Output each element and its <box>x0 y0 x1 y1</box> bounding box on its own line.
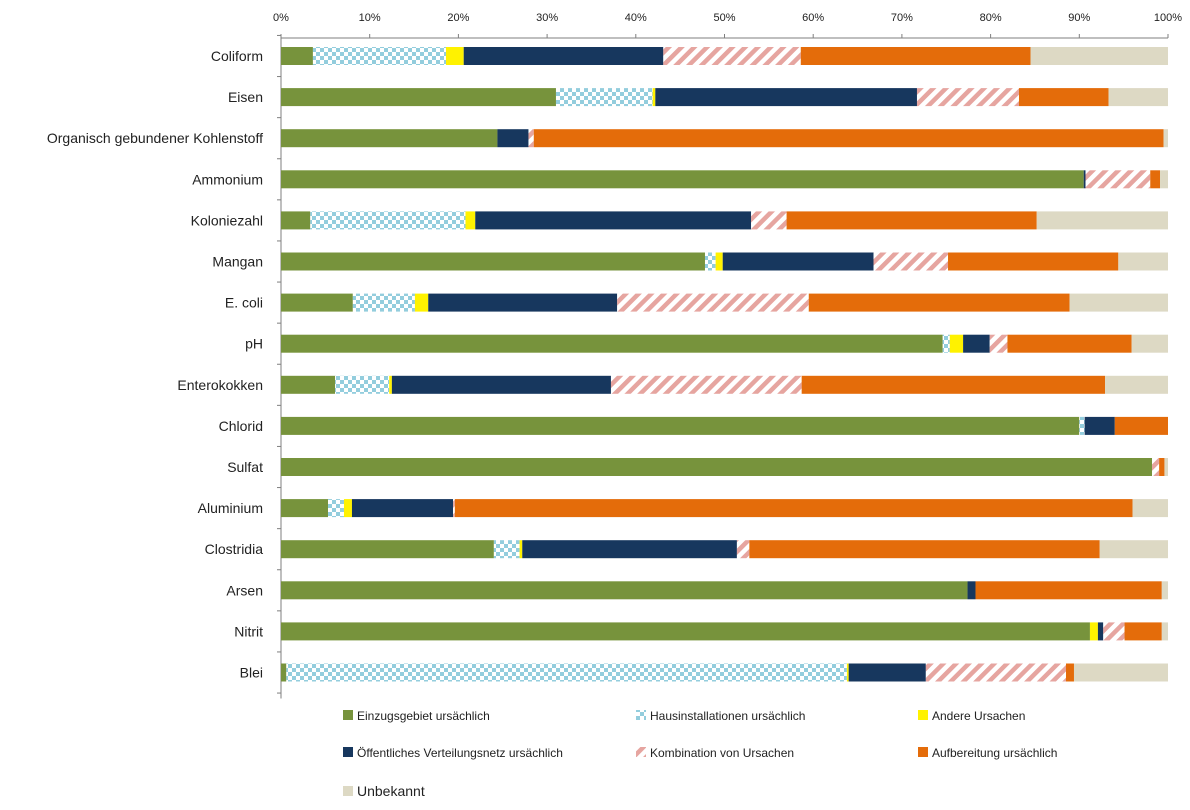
bar-segment-unbekannt <box>1105 376 1168 394</box>
bar-segment-unbekannt <box>1133 499 1168 517</box>
x-tick-label: 70% <box>890 12 913 24</box>
bar-segment-unbekannt <box>1162 581 1168 599</box>
legend-item-unbekannt <box>343 783 425 799</box>
bar-segment-aufbereitung-ursächlich <box>1066 664 1074 682</box>
category-label: Mangan <box>212 253 263 270</box>
bar-segment-hausinstallationen-ursächlich <box>310 211 465 229</box>
bar-segment-einzugsgebiet-ursächlich <box>281 211 310 229</box>
bar-segment-unbekannt <box>1132 335 1168 353</box>
category-label: Ammonium <box>192 171 263 188</box>
bar-segment-öffentliches-verteilungsnetz-ursächlich <box>475 211 751 229</box>
bar-row-mangan <box>281 253 1168 271</box>
bar-segment-kombination-von-ursachen <box>453 499 455 517</box>
bar-row-enterokokken <box>281 376 1168 394</box>
bar-segment-öffentliches-verteilungsnetz-ursächlich <box>428 294 617 312</box>
bar-segment-aufbereitung-ursächlich <box>1125 622 1162 640</box>
legend-swatch <box>636 747 646 757</box>
x-tick-label: 60% <box>802 12 825 24</box>
bar-segment-aufbereitung-ursächlich <box>1019 88 1109 106</box>
legend <box>343 709 1057 799</box>
bar-segment-hausinstallationen-ursächlich <box>943 335 950 353</box>
category-label: Coliform <box>210 48 263 64</box>
legend-item-aufbereitung-ursächlich <box>918 746 1057 760</box>
bar-segment-hausinstallationen-ursächlich <box>556 88 653 106</box>
category-label: Koloniezahl <box>190 212 263 229</box>
x-tick-label: 50% <box>713 12 736 24</box>
bar-segment-hausinstallationen-ursächlich <box>1079 417 1084 435</box>
bar-segment-andere-ursachen <box>344 499 352 517</box>
bar-segment-aufbereitung-ursächlich <box>534 129 1164 147</box>
bar-segment-andere-ursachen <box>446 47 464 65</box>
bar-segment-andere-ursachen <box>653 88 656 106</box>
category-label: Enterokokken <box>177 376 263 393</box>
bar-segment-einzugsgebiet-ursächlich <box>281 129 497 147</box>
legend-swatch <box>918 710 928 720</box>
bar-segment-kombination-von-ursachen <box>990 335 1008 353</box>
bar-row-ph <box>281 335 1168 353</box>
bar-segment-kombination-von-ursachen <box>874 253 949 271</box>
bar-segment-andere-ursachen <box>520 540 523 558</box>
x-tick-label: 10% <box>358 12 381 24</box>
bar-row-aluminium <box>281 499 1168 517</box>
bar-row-blei <box>281 664 1168 682</box>
bar-segment-aufbereitung-ursächlich <box>801 47 1031 65</box>
bar-segment-aufbereitung-ursächlich <box>1159 458 1164 476</box>
bar-segment-öffentliches-verteilungsnetz-ursächlich <box>968 581 976 599</box>
bar-row-koloniezahl <box>281 211 1168 229</box>
bar-segment-öffentliches-verteilungsnetz-ursächlich <box>1084 170 1086 188</box>
bar-segment-unbekannt <box>1162 622 1168 640</box>
legend-item-einzugsgebiet-ursächlich <box>343 709 490 723</box>
bar-segment-unbekannt <box>1164 458 1168 476</box>
category-label: Organisch gebundener Kohlenstoff <box>46 130 263 147</box>
bar-segment-einzugsgebiet-ursächlich <box>281 622 1090 640</box>
bar-segment-aufbereitung-ursächlich <box>976 581 1162 599</box>
bar-segment-einzugsgebiet-ursächlich <box>281 458 1152 476</box>
legend-label: Einzugsgebiet ursächlich <box>357 709 490 723</box>
bar-row-sulfat <box>281 458 1168 476</box>
bar-segment-öffentliches-verteilungsnetz-ursächlich <box>655 88 917 106</box>
legend-label: Hausinstallationen ursächlich <box>650 709 806 723</box>
category-label: Chlorid <box>218 417 263 434</box>
bar-segment-einzugsgebiet-ursächlich <box>281 581 968 599</box>
x-tick-label: 20% <box>447 12 470 24</box>
bar-segment-kombination-von-ursachen <box>663 47 800 65</box>
bar-segment-öffentliches-verteilungsnetz-ursächlich <box>849 664 926 682</box>
bar-segment-aufbereitung-ursächlich <box>809 294 1070 312</box>
bar-segment-andere-ursachen <box>950 335 963 353</box>
category-label: Nitrit <box>234 623 263 640</box>
bar-segment-hausinstallationen-ursächlich <box>494 540 520 558</box>
x-tick-label: 100% <box>1153 12 1183 24</box>
legend-swatch <box>636 710 646 720</box>
bar-segment-kombination-von-ursachen <box>917 88 1019 106</box>
bar-segment-einzugsgebiet-ursächlich <box>281 170 1084 188</box>
bar-row-clostridia <box>281 540 1168 558</box>
x-tick-label: 30% <box>536 12 559 24</box>
legend-label: Aufbereitung ursächlich <box>932 746 1058 760</box>
bar-row-e-coli <box>281 294 1168 312</box>
bar-segment-aufbereitung-ursächlich <box>787 211 1037 229</box>
bar-segment-unbekannt <box>1037 211 1168 229</box>
bar-segment-kombination-von-ursachen <box>926 664 1066 682</box>
bar-segment-öffentliches-verteilungsnetz-ursächlich <box>464 47 664 65</box>
legend-label: Öffentliches Verteilungsnetz ursächlich <box>357 746 563 760</box>
category-label: Eisen <box>227 89 263 106</box>
x-tick-label: 90% <box>1068 12 1091 24</box>
bar-segment-einzugsgebiet-ursächlich <box>281 47 313 65</box>
bar-segment-aufbereitung-ursächlich <box>948 253 1118 271</box>
bar-row-coliform <box>281 47 1168 65</box>
bar-segment-einzugsgebiet-ursächlich <box>281 294 353 312</box>
legend-swatch <box>918 747 928 757</box>
bar-segment-aufbereitung-ursächlich <box>1007 335 1131 353</box>
bar-segment-öffentliches-verteilungsnetz-ursächlich <box>352 499 453 517</box>
bar-segment-einzugsgebiet-ursächlich <box>281 499 328 517</box>
bar-segment-unbekannt <box>1100 540 1168 558</box>
bar-segment-andere-ursachen <box>465 211 475 229</box>
bar-segment-hausinstallationen-ursächlich <box>313 47 446 65</box>
legend-swatch <box>343 786 353 796</box>
bar-segment-aufbereitung-ursächlich <box>1115 417 1168 435</box>
category-label: E. coli <box>224 294 263 311</box>
bar-segment-kombination-von-ursachen <box>1103 622 1124 640</box>
bar-segment-einzugsgebiet-ursächlich <box>281 540 494 558</box>
bar-segment-öffentliches-verteilungsnetz-ursächlich <box>1085 417 1115 435</box>
bar-row-arsen <box>281 581 1168 599</box>
legend-label: Unbekannt <box>357 783 425 799</box>
bar-segment-einzugsgebiet-ursächlich <box>281 664 286 682</box>
bar-segment-kombination-von-ursachen <box>611 376 802 394</box>
bar-segment-aufbereitung-ursächlich <box>749 540 1099 558</box>
bar-segment-hausinstallationen-ursächlich <box>335 376 389 394</box>
bar-segment-kombination-von-ursachen <box>751 211 786 229</box>
category-label: Sulfat <box>227 459 263 475</box>
bar-segment-kombination-von-ursachen <box>1152 458 1159 476</box>
category-label: Blei <box>239 664 263 681</box>
bar-segment-unbekannt <box>1160 170 1168 188</box>
bar-segment-hausinstallationen-ursächlich <box>705 253 716 271</box>
bar-segment-unbekannt <box>1164 129 1168 147</box>
legend-item-andere-ursachen <box>918 709 1025 723</box>
bar-segment-öffentliches-verteilungsnetz-ursächlich <box>497 129 528 147</box>
bar-segment-aufbereitung-ursächlich <box>1150 170 1160 188</box>
bar-row-ammonium <box>281 170 1168 188</box>
bar-segment-hausinstallationen-ursächlich <box>286 664 847 682</box>
legend-item-öffentliches-verteilungsnetz-ursächlich <box>343 746 563 760</box>
bar-segment-kombination-von-ursachen <box>1086 170 1151 188</box>
bar-segment-unbekannt <box>1031 47 1168 65</box>
bar-segment-öffentliches-verteilungsnetz-ursächlich <box>963 335 990 353</box>
bar-segment-kombination-von-ursachen <box>617 294 809 312</box>
bar-segment-andere-ursachen <box>847 664 849 682</box>
category-label: Clostridia <box>204 541 263 558</box>
bar-segment-unbekannt <box>1074 664 1168 682</box>
bar-segment-andere-ursachen <box>389 376 392 394</box>
bar-segment-einzugsgebiet-ursächlich <box>281 417 1079 435</box>
bar-segment-öffentliches-verteilungsnetz-ursächlich <box>392 376 611 394</box>
bar-row-chlorid <box>281 417 1168 435</box>
category-labels <box>47 48 263 681</box>
legend-swatch <box>343 747 353 757</box>
x-tick-label: 0% <box>273 12 289 24</box>
category-label: Arsen <box>226 582 263 599</box>
bar-segment-andere-ursachen <box>716 253 723 271</box>
bar-segment-unbekannt <box>1118 253 1168 271</box>
category-label: pH <box>245 335 263 352</box>
category-label: Aluminium <box>197 500 263 517</box>
bar-segment-kombination-von-ursachen <box>528 129 533 147</box>
legend-label: Kombination von Ursachen <box>650 746 795 760</box>
bar-row-eisen <box>281 88 1168 106</box>
bar-segment-hausinstallationen-ursächlich <box>328 499 344 517</box>
x-tick-label: 80% <box>979 12 1002 24</box>
legend-swatch <box>343 710 353 720</box>
bar-segment-einzugsgebiet-ursächlich <box>281 88 556 106</box>
bar-segment-kombination-von-ursachen <box>737 540 749 558</box>
bar-segment-hausinstallationen-ursächlich <box>353 294 415 312</box>
legend-item-hausinstallationen-ursächlich <box>636 709 805 723</box>
legend-label: Andere Ursachen <box>932 709 1026 723</box>
bar-segment-einzugsgebiet-ursächlich <box>281 376 335 394</box>
x-tick-label: 40% <box>624 12 647 24</box>
bar-segment-unbekannt <box>1070 294 1168 312</box>
bar-segment-öffentliches-verteilungsnetz-ursächlich <box>723 253 874 271</box>
bar-segment-öffentliches-verteilungsnetz-ursächlich <box>522 540 737 558</box>
bar-segment-einzugsgebiet-ursächlich <box>281 253 705 271</box>
bar-segment-unbekannt <box>1109 88 1168 106</box>
bar-segment-andere-ursachen <box>1090 622 1098 640</box>
bar-segment-andere-ursachen <box>415 294 428 312</box>
bars-layer <box>281 47 1168 682</box>
bar-segment-öffentliches-verteilungsnetz-ursächlich <box>1098 622 1103 640</box>
bar-segment-aufbereitung-ursächlich <box>455 499 1133 517</box>
bar-row-organisch-gebundener-kohlenstoff <box>281 129 1168 147</box>
bar-row-nitrit <box>281 622 1168 640</box>
bar-segment-aufbereitung-ursächlich <box>802 376 1105 394</box>
bar-segment-einzugsgebiet-ursächlich <box>281 335 943 353</box>
legend-item-kombination-von-ursachen <box>636 746 794 760</box>
